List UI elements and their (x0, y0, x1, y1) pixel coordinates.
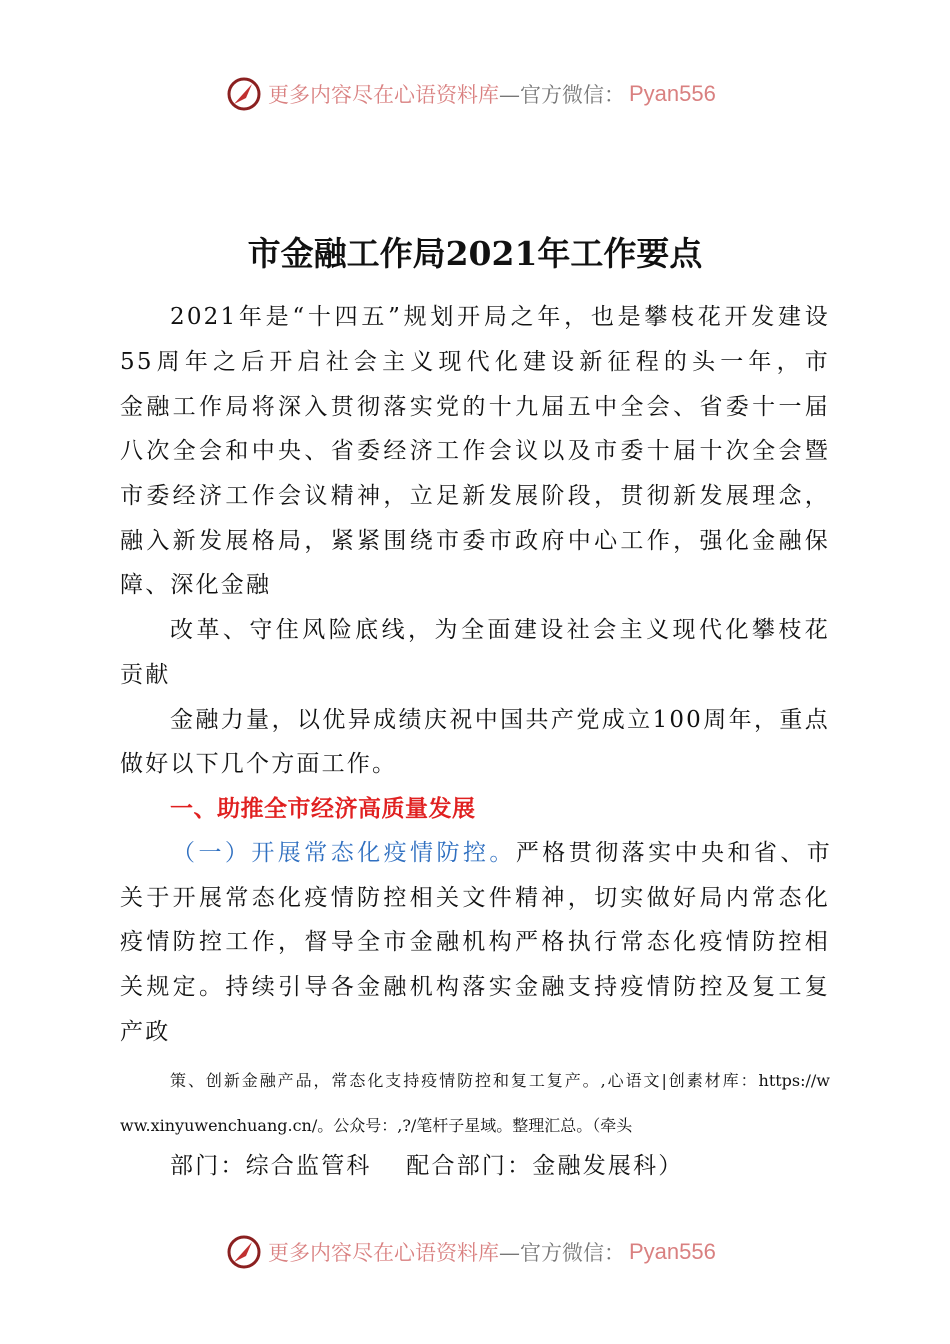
small-text-line: 策、创新金融产品，常态化支持疫情防控和复工复产。,心语文|创素材库：https://w (170, 1071, 830, 1090)
paragraph-line: 八次全会和中央、省委经济工作会议以及市委十届十次全会暨 (120, 438, 830, 464)
paragraph-line: 贡献 (120, 662, 171, 688)
paragraph-line: 关于开展常态化疫情防控相关文件精神，切实做好局内常态化 (120, 885, 830, 911)
paragraph-line: 产政 (120, 1019, 171, 1045)
paragraph-line: 金融工作局将深入贯彻落实党的十九届五中全会、省委十一届 (120, 394, 830, 420)
watermark-footer (226, 1232, 716, 1272)
watermark-text: 更多内容尽在心语资料库 (268, 83, 499, 107)
subsection-title: （一）开展常态化疫情防控。 (172, 840, 516, 866)
paragraph-line: 改革、守住风险底线，为全面建设社会主义现代化攀枝花 (170, 617, 830, 643)
quill-logo-icon (226, 76, 262, 112)
paragraph-line: 2021年是“十四五”规划开局之年，也是攀枝花开发建设 (170, 304, 830, 330)
paragraph-line: 疫情防控工作，督导全市金融机构严格执行常态化疫情防控相 (120, 929, 830, 955)
quill-logo-icon (226, 1234, 262, 1270)
small-text-line: ww.xinyuwenchuang.cn/。公众号：,?/笔杆子星域。整理汇总。（牵头 (120, 1116, 633, 1135)
watermark-text: 更多内容尽在心语资料库 (268, 1241, 499, 1265)
paragraph-line: 金融力量，以优异成绩庆祝中国共产党成立100周年，重点 (170, 707, 830, 733)
watermark-header (226, 74, 716, 114)
paragraph-line: 市委经济工作会议精神，立足新发展阶段，贯彻新发展理念， (120, 483, 830, 509)
paragraph-line: 55周年之后开启社会主义现代化建设新征程的头一年，市 (120, 349, 830, 375)
paragraph-line: 做好以下几个方面工作。 (120, 751, 398, 777)
paragraph-line: 融入新发展格局，紧紧围绕市委市政府中心工作，强化金融保 (120, 528, 830, 554)
watermark-wechat-label: —官方微信： (499, 83, 625, 107)
document-title: 市金融工作局2021年工作要点 (247, 234, 703, 273)
watermark-wechat-label: —官方微信： (499, 1241, 625, 1265)
subsection-text: 严格贯彻落实中央和省、市 (515, 840, 832, 866)
watermark-wechat-id: Pyan556 (629, 81, 716, 106)
watermark-wechat-id: Pyan556 (629, 1239, 716, 1264)
paragraph-line (172, 838, 832, 868)
paragraph-line: 关规定。持续引导各金融机构落实金融支持疫情防控及复工复 (120, 974, 830, 1000)
paragraph-line: 障、深化金融 (120, 572, 272, 598)
section-heading: 一、助推全市经济高质量发展 (170, 796, 476, 822)
paragraph-line: 部门：综合监管科 配合部门：金融发展科） (170, 1153, 684, 1179)
